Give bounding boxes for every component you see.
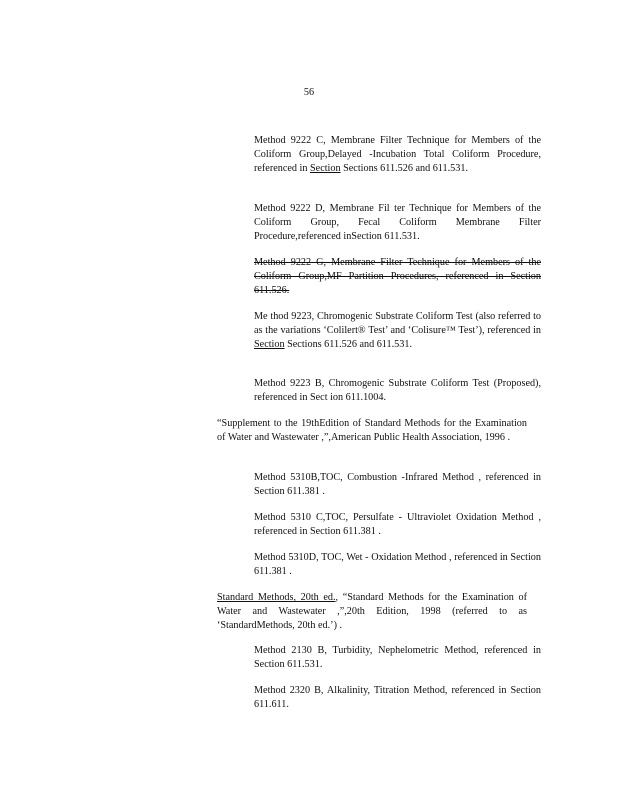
standard-methods-20th-paragraph: [217, 591, 527, 633]
method-9223-paragraph: [254, 310, 541, 352]
method-9222c-text: Method 9222 C, Membrane Filter Technique for Members of the Coliform Group,Delayed -Incubation Total Coliform Procedure, referenced in: [254, 135, 541, 175]
standard-methods-20th-underlined: Standard Methods, 20th ed.: [217, 592, 336, 604]
method-9222c-sections: Sections 611.526 and 611.531.: [340, 163, 468, 175]
method-2130b-text: Method 2130 B, Turbidity, Nephelometric Method, referenced in Section 611.531.: [254, 645, 541, 671]
method-5310d-text: Method 5310D, TOC, Wet - Oxidation Method , referenced in Section 611.381 .: [254, 552, 541, 578]
method-9222c-paragraph: [254, 134, 541, 176]
method-9223-sections: Sections 611.526 and 611.531.: [284, 339, 412, 351]
method-9223-section-underlined: Section: [254, 339, 285, 351]
method-5310c-text: Method 5310 C,TOC, Persulfate - Ultraviolet Oxidation Method , referenced in Section 611.381 .: [254, 512, 541, 538]
method-5310c-paragraph: [254, 511, 541, 539]
method-5310b-paragraph: [254, 471, 541, 499]
method-5310b-text: Method 5310B,TOC, Combustion -Infrared Method , referenced in Section 611.381 .: [254, 472, 541, 498]
page-number: 56: [303, 87, 315, 98]
method-9223-text: Me thod 9223, Chromogenic Substrate Coliform Test (also referred to as the variations ‘Colilert® Test’ and ‘Colisure™ Test’), referenced in: [254, 311, 541, 337]
standard-methods-20th-text: , “Standard Methods for the Examination of Water and Wastewater ,”,20th Edition, 1998 (referred to as ‘StandardMethods, 20th ed.’) .: [217, 592, 527, 632]
supplement-19th-edition-text: “Supplement to the 19thEdition of Standard Methods for the Examination of Water and Wastewater ,”,American Public Health Association, 1996 .: [217, 418, 527, 444]
method-2130b-paragraph: [254, 644, 541, 672]
supplement-19th-edition-paragraph: [217, 417, 527, 445]
method-9222d-text: Method 9222 D, Membrane Fil ter Technique for Members of the Coliform Group, Fecal Coliform Membrane Filter Procedure,referenced inSection 611.531.: [254, 203, 541, 243]
method-5310d-paragraph: [254, 551, 541, 579]
method-2320b-text: Method 2320 B, Alkalinity, Titration Method, referenced in Section 611.611.: [254, 685, 541, 711]
method-9222g-text: Method 9222 G, Membrane Filter Technique for Members of the Coliform Group,MF Partition Procedures, referenced in Section 611.526.: [254, 257, 541, 297]
method-2320b-paragraph: [254, 684, 541, 712]
method-9223b-text: Method 9223 B, Chromogenic Substrate Coliform Test (Proposed), referenced in Sect ion 611.1004.: [254, 378, 541, 404]
method-9223b-paragraph: [254, 377, 541, 405]
method-9222g-struck-paragraph: [254, 256, 541, 298]
method-9222c-section-underlined: Section: [310, 163, 341, 175]
method-9222d-paragraph: [254, 202, 541, 244]
